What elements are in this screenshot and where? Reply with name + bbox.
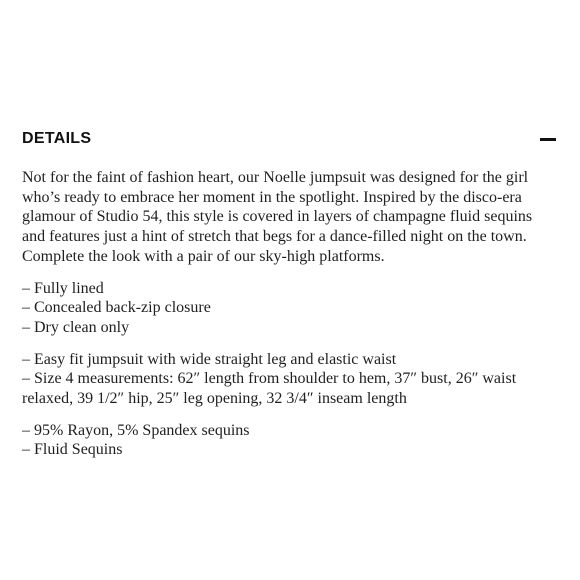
- features-list: [22, 279, 558, 338]
- details-body: [22, 168, 558, 460]
- list-item: – Concealed back-zip closure: [22, 299, 211, 317]
- minus-icon[interactable]: [540, 138, 556, 141]
- details-title: DETAILS: [22, 130, 92, 147]
- materials-list: [22, 421, 558, 460]
- list-item: – Easy fit jumpsuit with wide straight leg and elastic waist: [22, 350, 397, 368]
- list-item: – Dry clean only: [22, 318, 130, 336]
- list-item: – Size 4 measurements: 62″ length from shoulder to hem, 37″ bust, 26″ waist relaxed, 39 1/2″ hip, 25″ leg opening, 32 3/4″ inseam length: [22, 370, 517, 408]
- fit-list: [22, 350, 558, 409]
- list-item: – Fully lined: [22, 279, 104, 297]
- product-description: Not for the faint of fashion heart, our Noelle jumpsuit was designed for the girl who’s ready to embrace her moment in the spotlight. Inspired by the disco-era glamour of Studio 54, this style is covered in layers of champagne fluid sequins and features just a hint of stretch that begs for a dance-filled night on the town. Complete the look with a pair of our sky-high platforms.: [22, 169, 533, 265]
- list-item: – 95% Rayon, 5% Spandex sequins: [22, 421, 250, 439]
- list-item: – Fluid Sequins: [22, 441, 123, 459]
- details-section: [22, 126, 558, 460]
- details-accordion-header[interactable]: [22, 126, 558, 152]
